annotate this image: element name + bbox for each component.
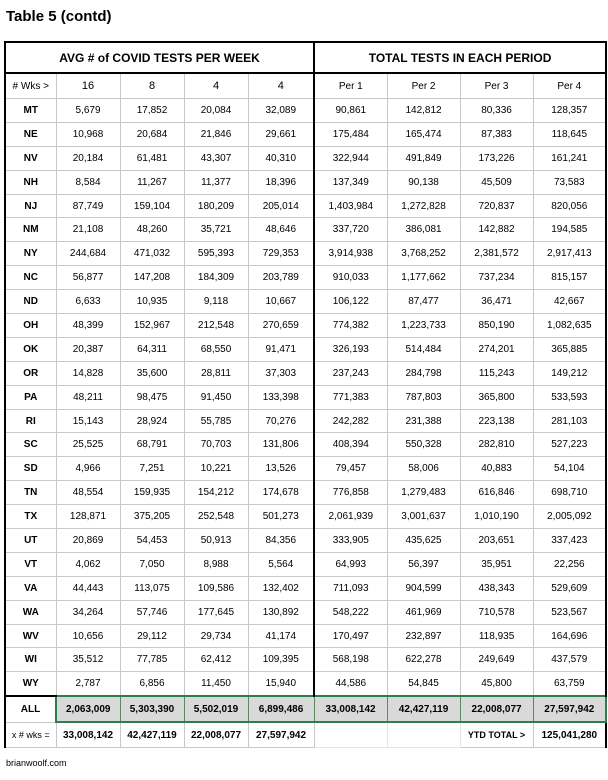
avg-cell: 48,211 [56,385,120,409]
total-cell: 164,696 [533,624,606,648]
total-cell: 175,484 [314,122,387,146]
avg-cell: 11,377 [184,170,248,194]
total-cell: 73,583 [533,170,606,194]
all-total-cell: 33,008,142 [314,696,387,722]
table-row [5,99,606,123]
total-cell: 461,969 [387,600,460,624]
table-row [5,290,606,314]
table-row [5,146,606,170]
weeks-multiplied-row [5,722,606,748]
avg-cell: 57,746 [120,600,184,624]
all-total-row [5,696,606,722]
avg-cell: 29,661 [248,122,314,146]
avg-cell: 10,968 [56,122,120,146]
avg-cell: 61,481 [120,146,184,170]
total-cell: 237,243 [314,361,387,385]
mult-value-cell: 27,597,942 [248,722,314,748]
avg-cell: 32,089 [248,99,314,123]
total-cell: 42,667 [533,290,606,314]
wks-col-3: 4 [184,73,248,99]
avg-cell: 8,584 [56,170,120,194]
state-cell: VT [5,552,56,576]
blank-cell [314,722,387,748]
total-cell: 22,256 [533,552,606,576]
avg-cell: 56,877 [56,266,120,290]
total-cell: 203,651 [460,529,533,553]
total-cell: 850,190 [460,314,533,338]
avg-cell: 29,112 [120,624,184,648]
avg-cell: 48,260 [120,218,184,242]
state-cell: OK [5,337,56,361]
avg-cell: 20,684 [120,122,184,146]
avg-cell: 212,548 [184,314,248,338]
table-row [5,624,606,648]
total-cell: 616,846 [460,481,533,505]
avg-cell: 50,913 [184,529,248,553]
total-cell: 118,935 [460,624,533,648]
avg-cell: 70,703 [184,433,248,457]
total-cell: 45,509 [460,170,533,194]
avg-cell: 205,014 [248,194,314,218]
avg-cell: 87,749 [56,194,120,218]
table-row [5,505,606,529]
total-cell: 365,885 [533,337,606,361]
total-cell: 87,477 [387,290,460,314]
total-cell: 54,104 [533,457,606,481]
total-cell: 3,768,252 [387,242,460,266]
total-cell: 711,093 [314,576,387,600]
table-row [5,122,606,146]
total-cell: 231,388 [387,409,460,433]
avg-cell: 471,032 [120,242,184,266]
wks-col-1: 16 [56,73,120,99]
mult-value-cell: 22,008,077 [184,722,248,748]
total-cell: 438,343 [460,576,533,600]
total-cell: 568,198 [314,648,387,672]
avg-cell: 147,208 [120,266,184,290]
avg-cell: 15,143 [56,409,120,433]
total-cell: 437,579 [533,648,606,672]
total-cell: 2,005,092 [533,505,606,529]
total-cell: 64,993 [314,552,387,576]
avg-cell: 68,791 [120,433,184,457]
state-cell: NE [5,122,56,146]
total-cell: 79,457 [314,457,387,481]
avg-cell: 14,828 [56,361,120,385]
avg-cell: 5,679 [56,99,120,123]
avg-cell: 35,721 [184,218,248,242]
table-row [5,552,606,576]
avg-cell: 44,443 [56,576,120,600]
table-row [5,576,606,600]
state-cell: MT [5,99,56,123]
total-cell: 173,226 [460,146,533,170]
table-row [5,170,606,194]
avg-cell: 40,310 [248,146,314,170]
total-cell: 281,103 [533,409,606,433]
avg-cell: 77,785 [120,648,184,672]
total-cell: 1,177,662 [387,266,460,290]
table-row [5,457,606,481]
avg-cell: 159,104 [120,194,184,218]
total-cell: 149,212 [533,361,606,385]
total-cell: 115,243 [460,361,533,385]
period-col-4: Per 4 [533,73,606,99]
total-cell: 820,056 [533,194,606,218]
avg-cell: 595,393 [184,242,248,266]
avg-cell: 34,264 [56,600,120,624]
total-cell: 365,800 [460,385,533,409]
table-row [5,385,606,409]
total-section-header: TOTAL TESTS IN EACH PERIOD [314,42,606,73]
total-cell: 194,585 [533,218,606,242]
avg-cell: 20,869 [56,529,120,553]
footer-credit: brianwoolf.com [6,758,67,768]
all-total-cell: 22,008,077 [460,696,533,722]
avg-cell: 4,966 [56,457,120,481]
all-label: ALL [5,696,56,722]
total-cell: 550,328 [387,433,460,457]
state-cell: UT [5,529,56,553]
total-cell: 242,282 [314,409,387,433]
total-cell: 249,649 [460,648,533,672]
avg-cell: 64,311 [120,337,184,361]
total-cell: 1,272,828 [387,194,460,218]
avg-cell: 15,940 [248,672,314,696]
avg-cell: 180,209 [184,194,248,218]
total-cell: 622,278 [387,648,460,672]
state-cell: RI [5,409,56,433]
mult-value-cell: 33,008,142 [56,722,120,748]
avg-cell: 8,988 [184,552,248,576]
avg-cell: 91,450 [184,385,248,409]
wks-col-4: 4 [248,73,314,99]
covid-tests-table [4,41,607,748]
avg-cell: 20,084 [184,99,248,123]
avg-cell: 109,395 [248,648,314,672]
avg-cell: 270,659 [248,314,314,338]
total-cell: 386,081 [387,218,460,242]
total-cell: 776,858 [314,481,387,505]
total-cell: 529,609 [533,576,606,600]
total-cell: 142,812 [387,99,460,123]
avg-cell: 159,935 [120,481,184,505]
total-cell: 87,383 [460,122,533,146]
table-row [5,409,606,433]
total-cell: 36,471 [460,290,533,314]
total-cell: 2,061,939 [314,505,387,529]
total-cell: 787,803 [387,385,460,409]
state-cell: WI [5,648,56,672]
total-cell: 58,006 [387,457,460,481]
total-cell: 771,383 [314,385,387,409]
avg-cell: 130,892 [248,600,314,624]
avg-cell: 244,684 [56,242,120,266]
total-cell: 1,279,483 [387,481,460,505]
state-cell: VA [5,576,56,600]
total-cell: 40,883 [460,457,533,481]
avg-section-header: AVG # of COVID TESTS PER WEEK [5,42,314,73]
avg-cell: 6,856 [120,672,184,696]
avg-cell: 98,475 [120,385,184,409]
total-cell: 56,397 [387,552,460,576]
mult-value-cell: 42,427,119 [120,722,184,748]
table-row [5,648,606,672]
avg-cell: 62,412 [184,648,248,672]
avg-cell: 4,062 [56,552,120,576]
state-cell: TX [5,505,56,529]
avg-cell: 177,645 [184,600,248,624]
avg-cell: 48,646 [248,218,314,242]
avg-cell: 132,402 [248,576,314,600]
state-cell: OR [5,361,56,385]
avg-cell: 54,453 [120,529,184,553]
total-cell: 170,497 [314,624,387,648]
total-cell: 45,800 [460,672,533,696]
avg-cell: 48,554 [56,481,120,505]
avg-cell: 35,512 [56,648,120,672]
table-row [5,266,606,290]
avg-cell: 68,550 [184,337,248,361]
table-row [5,218,606,242]
state-cell: NM [5,218,56,242]
table-row [5,337,606,361]
avg-cell: 35,600 [120,361,184,385]
avg-cell: 109,586 [184,576,248,600]
total-cell: 548,222 [314,600,387,624]
avg-cell: 128,871 [56,505,120,529]
period-col-3: Per 3 [460,73,533,99]
total-cell: 282,810 [460,433,533,457]
avg-cell: 10,667 [248,290,314,314]
avg-cell: 154,212 [184,481,248,505]
total-cell: 1,223,733 [387,314,460,338]
page-title: Table 5 (contd) [6,8,112,25]
state-cell: WA [5,600,56,624]
all-total-cell: 27,597,942 [533,696,606,722]
avg-cell: 2,787 [56,672,120,696]
ytd-value: 125,041,280 [533,722,606,748]
avg-cell: 5,564 [248,552,314,576]
all-total-cell: 42,427,119 [387,696,460,722]
state-cell: SD [5,457,56,481]
blank-cell [387,722,460,748]
total-cell: 1,082,635 [533,314,606,338]
avg-cell: 10,221 [184,457,248,481]
table-body [5,42,606,748]
total-cell: 904,599 [387,576,460,600]
total-cell: 815,157 [533,266,606,290]
state-cell: SC [5,433,56,457]
total-cell: 54,845 [387,672,460,696]
avg-cell: 729,353 [248,242,314,266]
total-cell: 90,861 [314,99,387,123]
total-cell: 80,336 [460,99,533,123]
total-cell: 326,193 [314,337,387,361]
total-cell: 142,882 [460,218,533,242]
avg-cell: 28,924 [120,409,184,433]
total-cell: 337,423 [533,529,606,553]
avg-cell: 29,734 [184,624,248,648]
table-row [5,242,606,266]
total-cell: 737,234 [460,266,533,290]
avg-cell: 203,789 [248,266,314,290]
avg-cell: 501,273 [248,505,314,529]
total-cell: 3,914,938 [314,242,387,266]
state-cell: NV [5,146,56,170]
avg-cell: 133,398 [248,385,314,409]
state-cell: NC [5,266,56,290]
avg-cell: 10,935 [120,290,184,314]
avg-cell: 21,108 [56,218,120,242]
avg-cell: 41,174 [248,624,314,648]
all-avg-cell: 5,303,390 [120,696,184,722]
state-cell: TN [5,481,56,505]
ytd-label: YTD TOTAL > [460,722,533,748]
avg-cell: 37,303 [248,361,314,385]
avg-cell: 11,450 [184,672,248,696]
total-cell: 698,710 [533,481,606,505]
total-cell: 128,357 [533,99,606,123]
section-header-row [5,42,606,73]
total-cell: 2,381,572 [460,242,533,266]
all-avg-cell: 2,063,009 [56,696,120,722]
total-cell: 35,951 [460,552,533,576]
total-cell: 710,578 [460,600,533,624]
total-cell: 1,403,984 [314,194,387,218]
total-cell: 165,474 [387,122,460,146]
state-cell: OH [5,314,56,338]
table-row [5,600,606,624]
avg-cell: 18,396 [248,170,314,194]
total-cell: 90,138 [387,170,460,194]
state-cell: ND [5,290,56,314]
total-cell: 63,759 [533,672,606,696]
avg-cell: 48,399 [56,314,120,338]
avg-cell: 113,075 [120,576,184,600]
avg-cell: 252,548 [184,505,248,529]
avg-cell: 84,356 [248,529,314,553]
avg-cell: 91,471 [248,337,314,361]
table-row [5,481,606,505]
total-cell: 137,349 [314,170,387,194]
total-cell: 408,394 [314,433,387,457]
mult-label: x # wks = [5,722,56,748]
avg-cell: 6,633 [56,290,120,314]
total-cell: 274,201 [460,337,533,361]
wks-label: # Wks > [5,73,56,99]
avg-cell: 7,050 [120,552,184,576]
state-cell: WY [5,672,56,696]
total-cell: 720,837 [460,194,533,218]
total-cell: 435,625 [387,529,460,553]
avg-cell: 152,967 [120,314,184,338]
avg-cell: 25,525 [56,433,120,457]
avg-cell: 131,806 [248,433,314,457]
avg-cell: 174,678 [248,481,314,505]
avg-cell: 7,251 [120,457,184,481]
total-cell: 3,001,637 [387,505,460,529]
total-cell: 523,567 [533,600,606,624]
all-avg-cell: 5,502,019 [184,696,248,722]
avg-cell: 17,852 [120,99,184,123]
total-cell: 284,798 [387,361,460,385]
state-cell: NH [5,170,56,194]
wks-col-2: 8 [120,73,184,99]
table-row [5,194,606,218]
total-cell: 1,010,190 [460,505,533,529]
state-cell: NJ [5,194,56,218]
avg-cell: 184,309 [184,266,248,290]
total-cell: 514,484 [387,337,460,361]
avg-cell: 20,387 [56,337,120,361]
total-cell: 527,223 [533,433,606,457]
total-cell: 333,905 [314,529,387,553]
avg-cell: 20,184 [56,146,120,170]
state-cell: WV [5,624,56,648]
total-cell: 774,382 [314,314,387,338]
avg-cell: 375,205 [120,505,184,529]
avg-cell: 55,785 [184,409,248,433]
total-cell: 910,033 [314,266,387,290]
total-cell: 44,586 [314,672,387,696]
total-cell: 232,897 [387,624,460,648]
avg-cell: 10,656 [56,624,120,648]
period-col-2: Per 2 [387,73,460,99]
total-cell: 2,917,413 [533,242,606,266]
weeks-header-row [5,73,606,99]
all-avg-cell: 6,899,486 [248,696,314,722]
avg-cell: 13,526 [248,457,314,481]
total-cell: 491,849 [387,146,460,170]
table-row [5,672,606,696]
avg-cell: 70,276 [248,409,314,433]
avg-cell: 43,307 [184,146,248,170]
avg-cell: 9,118 [184,290,248,314]
total-cell: 533,593 [533,385,606,409]
total-cell: 337,720 [314,218,387,242]
total-cell: 223,138 [460,409,533,433]
total-cell: 322,944 [314,146,387,170]
state-cell: PA [5,385,56,409]
table-row [5,314,606,338]
table-row [5,433,606,457]
state-cell: NY [5,242,56,266]
table-row [5,529,606,553]
avg-cell: 21,846 [184,122,248,146]
avg-cell: 11,267 [120,170,184,194]
total-cell: 161,241 [533,146,606,170]
table-row [5,361,606,385]
period-col-1: Per 1 [314,73,387,99]
total-cell: 106,122 [314,290,387,314]
avg-cell: 28,811 [184,361,248,385]
total-cell: 118,645 [533,122,606,146]
